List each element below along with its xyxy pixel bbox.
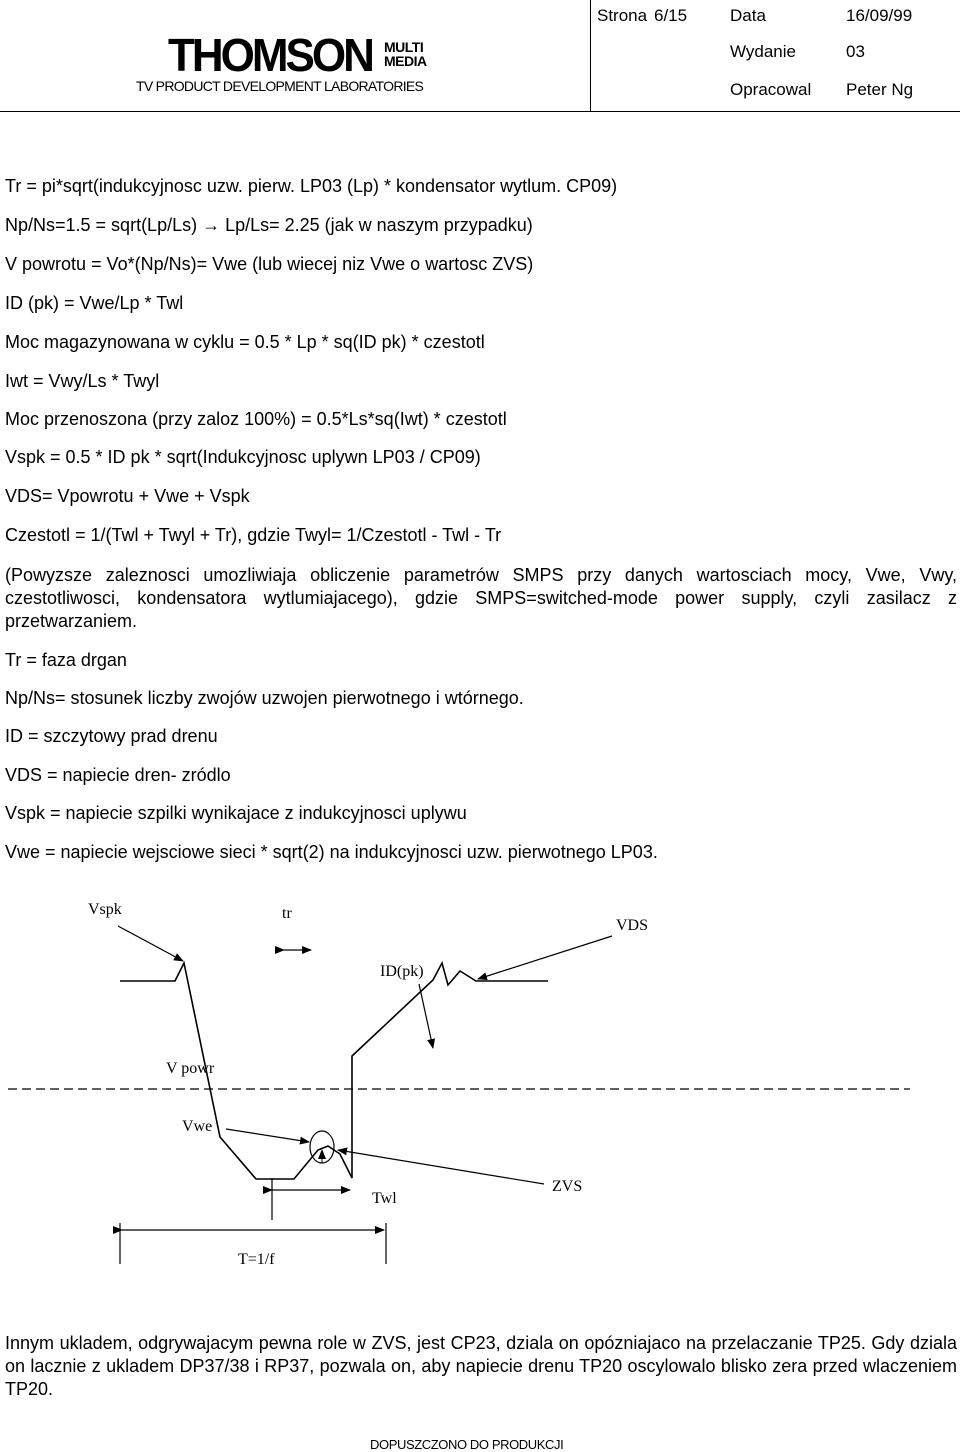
explanation-paragraph: (Powyzsze zaleznosci umozliwiaja obliczenie parametrów SMPS przy danych wartosciach mocy, Vwe, Vwy, czestotliwosci, kondensatora wytlumiajacego), gdzie SMPS=switched-mode power supply, czyli zasilacz z przetwarzaniem. (5, 565, 957, 631)
arrow-vwe (226, 1129, 309, 1142)
formula-line: VDS= Vpowrotu + Vwe + Vspk (5, 486, 250, 506)
arrow-vds (478, 936, 612, 979)
formula-line: ID (pk) = Vwe/Lp * Twl (5, 293, 184, 313)
label-v-powr: V powr (166, 1060, 215, 1077)
logo-sub-line-1: MULTI (384, 39, 424, 55)
label-zvs: ZVS (552, 1178, 583, 1195)
closing-paragraph: Innym ukladem, odgrywajacym pewna role w ZVS, jest CP23, dziala on opózniajaco na przelaczanie TP25. Gdy dziala on lacznie z ukladem DP37/38 i RP37, pozwala on, aby napiecie drenu TP20 oscylowalo blisko zera przed wlaczeniem TP20. (5, 1333, 957, 1399)
definition-line: Vspk = napiecie szpilki wynikajace z indukcyjnosci uplywu (5, 803, 467, 823)
definition-line: ID = szczytowy prad drenu (5, 726, 218, 746)
label-vds: VDS (616, 917, 649, 934)
definition-line: VDS = napiecie dren- zródlo (5, 765, 231, 785)
formula-line: Tr = pi*sqrt(indukcyjnosc uzw. pierw. LP03 (Lp) * kondensator wytlum. CP09) (5, 176, 618, 196)
opracowal-label: Opracowal (730, 80, 812, 99)
lab-name: TV PRODUCT DEVELOPMENT LABORATORIES (136, 78, 424, 94)
label-period: T=1/f (238, 1251, 275, 1268)
formula-line: Vspk = 0.5 * ID pk * sqrt(Indukcyjnosc uplywn LP03 / CP09) (5, 447, 481, 467)
formula-line: Np/Ns=1.5 = sqrt(Lp/Ls) → Lp/Ls= 2.25 (jak w naszym przypadku) (5, 215, 533, 235)
multimedia-logo (384, 40, 427, 68)
label-vwe: Vwe (182, 1118, 213, 1135)
formula-line: V powrotu = Vo*(Np/Ns)= Vwe (lub wiecej niz Vwe o wartosc ZVS) (5, 254, 534, 274)
definition-line: Tr = faza drgan (5, 650, 127, 670)
formula-line: Czestotl = 1/(Twl + Twyl + Tr), gdzie Twyl= 1/Czestotl - Twl - Tr (5, 525, 502, 545)
strona-label: Strona (597, 6, 648, 25)
header-divider-horizontal (0, 111, 960, 112)
header-divider-vertical (590, 0, 591, 111)
label-id-pk: ID(pk) (380, 963, 424, 980)
arrow-vspk (118, 926, 183, 961)
label-vspk: Vspk (88, 901, 122, 918)
document-header (0, 0, 960, 111)
thomson-logo: THOMSON (168, 30, 372, 82)
strona-value: 6/15 (654, 6, 688, 25)
drain-voltage-waveform-diagram (0, 880, 960, 1300)
company-logo-block (0, 0, 590, 111)
wydanie-label: Wydanie (730, 42, 796, 61)
definition-line: Np/Ns= stosunek liczby zwojów uzwojen pierwotnego i wtórnego. (5, 688, 524, 708)
formula-line: Iwt = Vwy/Ls * Twyl (5, 371, 160, 391)
opracowal-value: Peter Ng (846, 80, 914, 99)
arrow-id-pk (419, 984, 433, 1048)
definition-line: Vwe = napiecie wejsciowe sieci * sqrt(2) na indukcyjnosci uzw. pierwotnego LP03. (5, 842, 658, 862)
approval-footer: DOPUSZCZONO DO PRODUKCJI (370, 1437, 564, 1452)
logo-sub-line-2: MEDIA (384, 53, 427, 69)
wydanie-value: 03 (846, 42, 865, 61)
data-label: Data (730, 6, 766, 25)
formula-line: Moc magazynowana w cyklu = 0.5 * Lp * sq(ID pk) * czestotl (5, 332, 485, 352)
formula-line: Moc przenoszona (przy zaloz 100%) = 0.5*Ls*sq(Iwt) * czestotl (5, 409, 507, 429)
label-twl: Twl (372, 1190, 397, 1207)
label-tr: tr (282, 905, 292, 922)
data-value: 16/09/99 (846, 6, 913, 25)
arrow-zvs (338, 1150, 544, 1184)
